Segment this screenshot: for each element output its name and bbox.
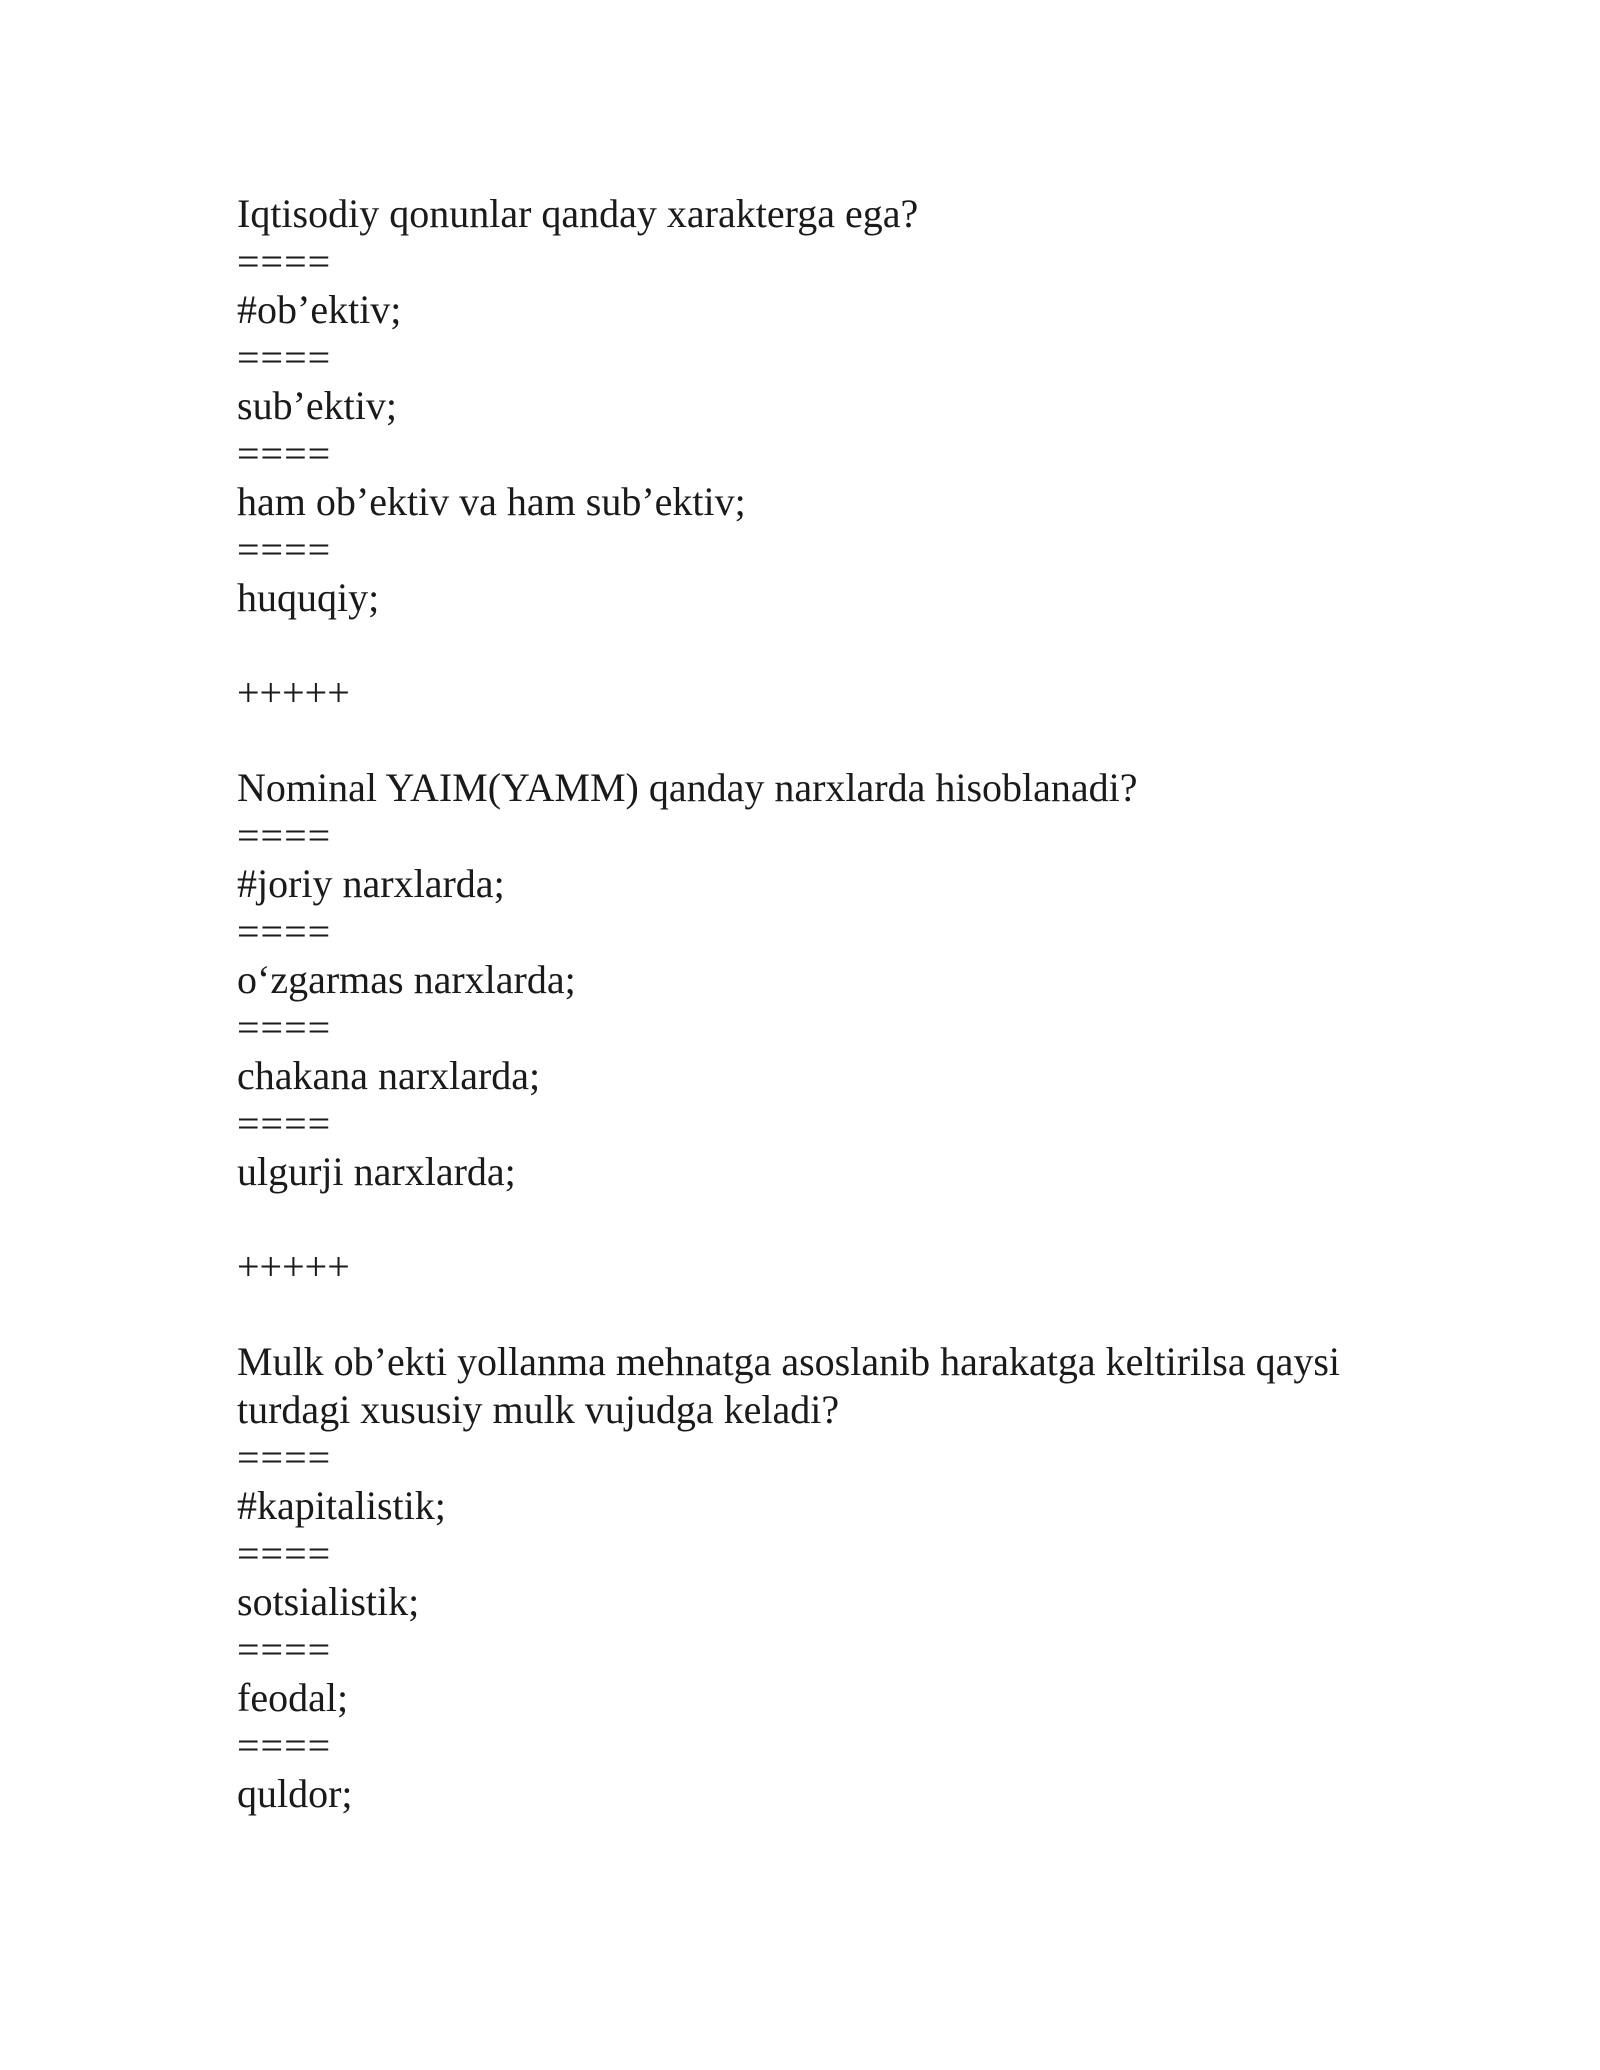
answer-separator: ==== bbox=[237, 527, 332, 572]
answer-option: ham ob’ektiv va ham sub’ektiv; bbox=[237, 479, 746, 524]
question-block bbox=[237, 764, 1397, 1196]
question-end-marker: +++++ bbox=[237, 1244, 350, 1289]
document-page bbox=[237, 190, 1397, 1818]
question-end-marker: +++++ bbox=[237, 670, 350, 715]
question-text: Iqtisodiy qonunlar qanday xarakterga ega? bbox=[237, 191, 919, 236]
answer-option: ulgurji narxlarda; bbox=[237, 1149, 516, 1194]
answer-option: #ob’ektiv; bbox=[237, 287, 402, 332]
answer-option: chakana narxlarda; bbox=[237, 1053, 541, 1098]
answer-option: quldor; bbox=[237, 1771, 353, 1816]
question-block bbox=[237, 190, 1397, 622]
answer-option: #kapitalistik; bbox=[237, 1483, 446, 1528]
answer-separator: ==== bbox=[237, 1101, 332, 1146]
question-text: Nominal YAIM(YAMM) qanday narxlarda hisoblanadi? bbox=[237, 765, 1138, 810]
answer-separator: ==== bbox=[237, 909, 332, 954]
answer-separator: ==== bbox=[237, 335, 332, 380]
answer-separator: ==== bbox=[237, 239, 332, 284]
answer-separator: ==== bbox=[237, 1627, 332, 1672]
answer-separator: ==== bbox=[237, 1723, 332, 1768]
answer-option: sotsialistik; bbox=[237, 1579, 420, 1624]
answer-separator: ==== bbox=[237, 813, 332, 858]
answer-option: huquqiy; bbox=[237, 575, 380, 620]
question-text: Mulk ob’ekti yollanma mehnatga asoslanib harakatga keltirilsa qaysi turdagi xususiy mulk vujudga keladi? bbox=[237, 1339, 1341, 1432]
answer-separator: ==== bbox=[237, 431, 332, 476]
answer-separator: ==== bbox=[237, 1435, 332, 1480]
answer-option: sub’ektiv; bbox=[237, 383, 397, 428]
answer-separator: ==== bbox=[237, 1531, 332, 1576]
answer-option: o‘zgarmas narxlarda; bbox=[237, 957, 576, 1002]
answer-separator: ==== bbox=[237, 1005, 332, 1050]
question-block bbox=[237, 1338, 1397, 1818]
answer-option: #joriy narxlarda; bbox=[237, 861, 505, 906]
answer-option: feodal; bbox=[237, 1675, 349, 1720]
